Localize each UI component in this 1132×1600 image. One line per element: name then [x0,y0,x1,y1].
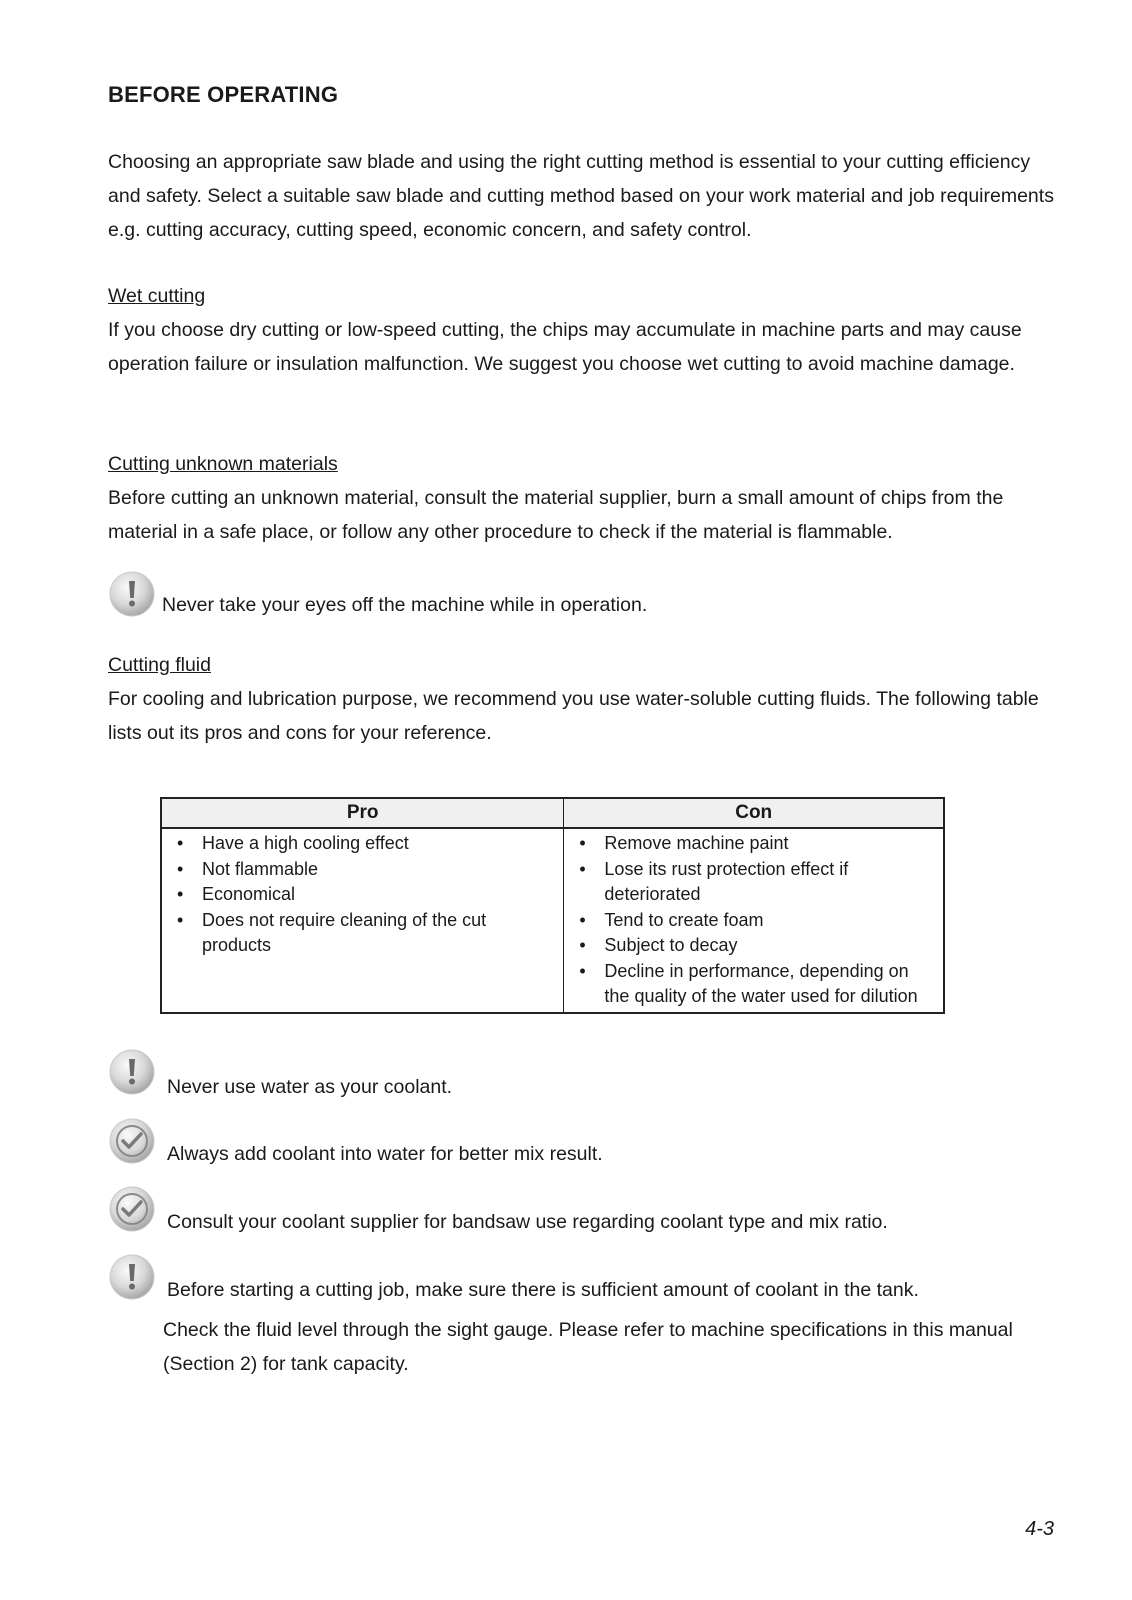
cutting-fluid-paragraph: For cooling and lubrication purpose, we recommend you use water-soluble cutting fluids. The following table lists out its pros and cons for your reference. [108,688,1039,744]
coolant-mix-tip [108,1117,1068,1167]
pros-cell [161,828,564,1013]
exclamation-icon [108,1253,156,1301]
con-column-header: Con [564,798,944,828]
pro-item: • Does not require cleaning of the cut products [162,908,563,959]
fluid-level-paragraph: Check the fluid level through the sight gauge. Please refer to machine specifications in this manual (Section 2) for tank capacity. [163,1319,1013,1375]
warning-note-text: Never take your eyes off the machine while in operation. [162,594,648,616]
wet-cutting-heading: Wet cutting [108,285,206,307]
cons-list [564,831,943,1010]
pro-column-header: Pro [161,798,564,828]
coolant-warning-text: Never use water as your coolant. [167,1076,453,1098]
con-item: • Subject to decay [564,933,943,959]
warning-note [108,570,1068,620]
page-number: 4-3 [1025,1518,1054,1540]
coolant-mix-text: Always add coolant into water for better mix result. [167,1143,603,1165]
exclamation-icon [108,570,156,618]
pro-item: • Economical [162,882,563,908]
con-item: • Lose its rust protection effect if deteriorated [564,857,943,908]
pros-cons-table [160,797,945,1014]
exclamation-icon [108,1048,156,1096]
cons-cell [564,828,944,1013]
coolant-level-text: Before starting a cutting job, make sure there is sufficient amount of coolant in the tank. [167,1279,919,1301]
wet-cutting-paragraph: If you choose dry cutting or low-speed cutting, the chips may accumulate in machine parts and may cause operation failure or insulation malfunction. We suggest you choose wet cutting to avoid machine damage. [108,319,1022,375]
con-item: • Decline in performance, depending on the quality of the water used for dilution [564,959,943,1010]
unknown-materials-paragraph: Before cutting an unknown material, consult the material supplier, burn a small amount of chips from the material in a safe place, or follow any other procedure to check if the material is flammable. [108,487,1004,543]
coolant-level-warning [108,1253,1068,1303]
intro-paragraph: Choosing an appropriate saw blade and using the right cutting method is essential to your cutting efficiency and safety. Select a suitable saw blade and cutting method based on your work material and job requirements e.g. cutting accuracy, cutting speed, economic concern, and safety control. [108,151,1054,241]
pro-item: • Have a high cooling effect [162,831,563,857]
cutting-fluid-heading: Cutting fluid [108,654,211,676]
pros-list [162,831,563,959]
checkmark-icon [108,1185,156,1233]
coolant-supplier-tip [108,1185,1068,1235]
unknown-materials-heading: Cutting unknown materials [108,453,338,475]
con-item: • Tend to create foam [564,908,943,934]
coolant-warning-note [108,1048,1068,1098]
checkmark-icon [108,1117,156,1165]
pro-item: • Not flammable [162,857,563,883]
page-title: BEFORE OPERATING [108,82,339,107]
con-item: • Remove machine paint [564,831,943,857]
coolant-supplier-text: Consult your coolant supplier for bandsaw use regarding coolant type and mix ratio. [167,1211,888,1233]
